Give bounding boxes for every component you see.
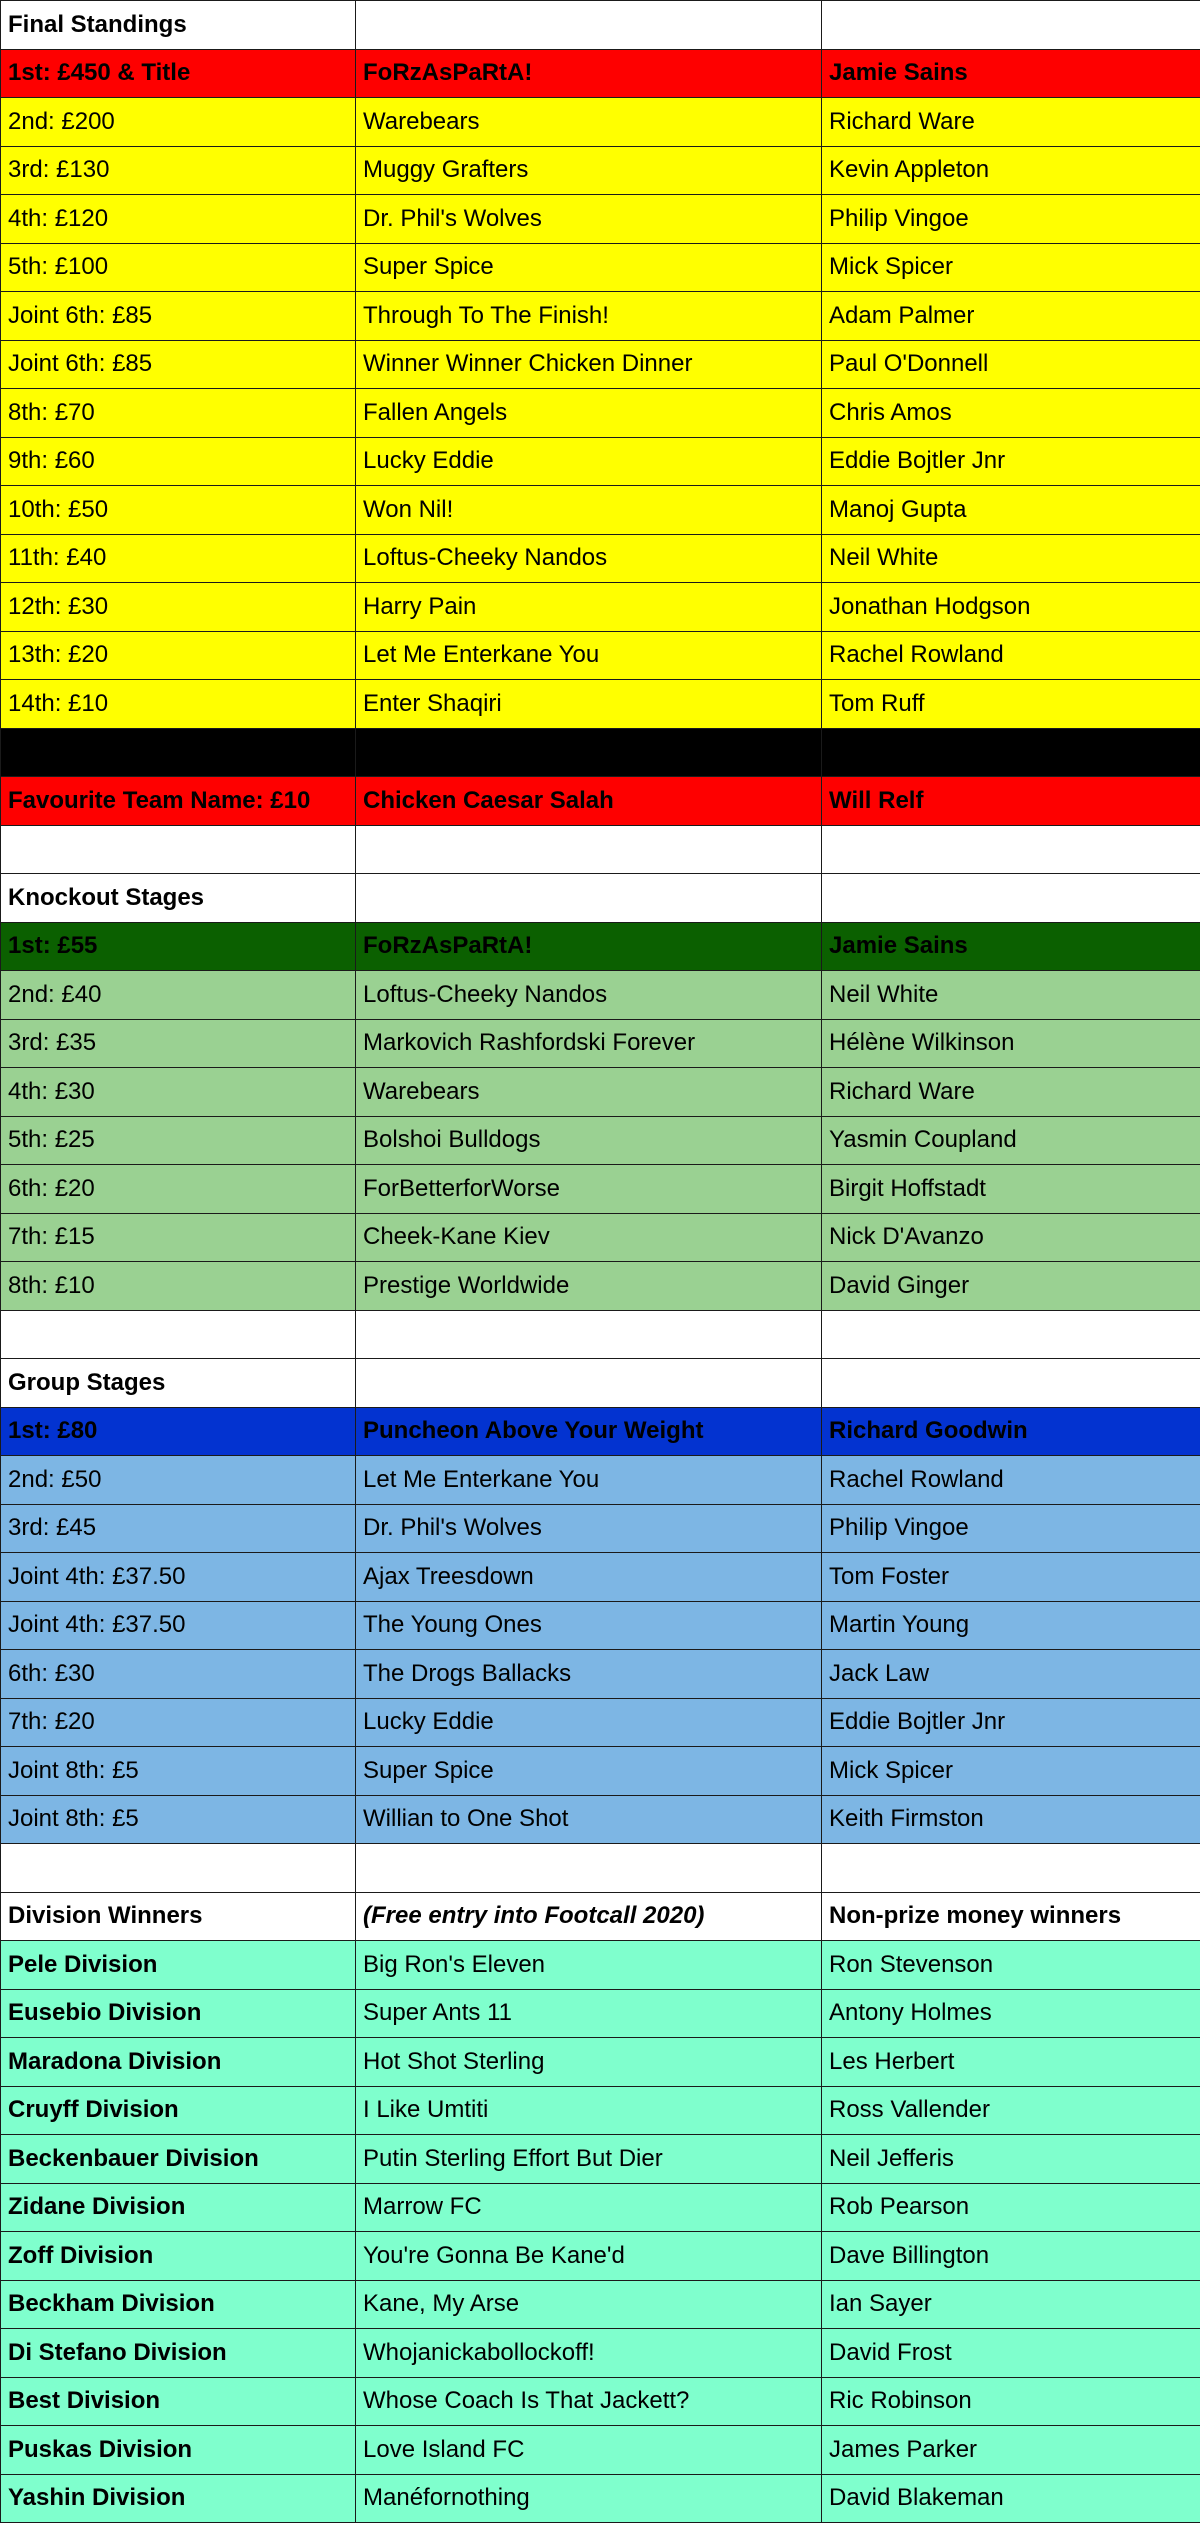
- division-name-cell[interactable]: Puskas Division: [1, 2426, 356, 2475]
- final-standings-row: [1, 146, 1200, 195]
- prize-cell[interactable]: 8th: £10: [1, 1262, 356, 1311]
- team-name-cell[interactable]: Puncheon Above Your Weight: [356, 1407, 822, 1456]
- empty-cell[interactable]: [822, 1359, 1200, 1408]
- team-name-cell[interactable]: Won Nil!: [356, 486, 822, 535]
- team-name-cell[interactable]: Prestige Worldwide: [356, 1262, 822, 1311]
- division-winner-row: [1, 2426, 1200, 2475]
- prize-cell[interactable]: 3rd: £35: [1, 1019, 356, 1068]
- prize-cell[interactable]: 5th: £100: [1, 243, 356, 292]
- empty-cell[interactable]: [356, 1844, 822, 1893]
- prize-cell[interactable]: 6th: £20: [1, 1165, 356, 1214]
- empty-cell[interactable]: [822, 1844, 1200, 1893]
- manager-name-cell[interactable]: Richard Ware: [822, 98, 1200, 147]
- division-winners-header-row: [1, 1892, 1200, 1941]
- team-name-cell[interactable]: Enter Shaqiri: [356, 680, 822, 729]
- manager-name-cell[interactable]: Neil White: [822, 971, 1200, 1020]
- manager-name-cell[interactable]: Neil Jefferis: [822, 2135, 1200, 2184]
- division-name-cell[interactable]: Pele Division: [1, 1941, 356, 1990]
- division-name-cell[interactable]: Beckenbauer Division: [1, 2135, 356, 2184]
- manager-name-cell[interactable]: Rachel Rowland: [822, 631, 1200, 680]
- manager-name-cell[interactable]: Eddie Bojtler Jnr: [822, 1698, 1200, 1747]
- team-name-cell[interactable]: FoRzAsPaRtA!: [356, 922, 822, 971]
- division-name-cell[interactable]: Beckham Division: [1, 2280, 356, 2329]
- manager-name-cell[interactable]: David Blakeman: [822, 2474, 1200, 2523]
- team-name-cell[interactable]: Winner Winner Chicken Dinner: [356, 340, 822, 389]
- team-name-cell[interactable]: Putin Sterling Effort But Dier: [356, 2135, 822, 2184]
- empty-cell[interactable]: [356, 825, 822, 874]
- team-name-cell[interactable]: Marrow FC: [356, 2183, 822, 2232]
- prize-cell[interactable]: Favourite Team Name: £10: [1, 777, 356, 826]
- team-name-cell[interactable]: Muggy Grafters: [356, 146, 822, 195]
- team-name-cell[interactable]: You're Gonna Be Kane'd: [356, 2232, 822, 2281]
- manager-name-cell[interactable]: Mick Spicer: [822, 243, 1200, 292]
- prize-cell[interactable]: 1st: £450 & Title: [1, 49, 356, 98]
- team-name-cell[interactable]: Markovich Rashfordski Forever: [356, 1019, 822, 1068]
- division-winner-row: [1, 2474, 1200, 2523]
- manager-name-cell[interactable]: Eddie Bojtler Jnr: [822, 437, 1200, 486]
- manager-name-cell[interactable]: Yasmin Coupland: [822, 1116, 1200, 1165]
- prize-cell[interactable]: 10th: £50: [1, 486, 356, 535]
- manager-name-cell[interactable]: Jamie Sains: [822, 49, 1200, 98]
- prize-cell[interactable]: 1st: £80: [1, 1407, 356, 1456]
- division-winner-row: [1, 2280, 1200, 2329]
- manager-name-cell[interactable]: Ian Sayer: [822, 2280, 1200, 2329]
- team-name-cell[interactable]: ForBetterforWorse: [356, 1165, 822, 1214]
- team-name-cell[interactable]: Bolshoi Bulldogs: [356, 1116, 822, 1165]
- non-prize-note[interactable]: Non-prize money winners: [822, 1892, 1200, 1941]
- manager-name-cell[interactable]: Keith Firmston: [822, 1795, 1200, 1844]
- knockout-stages-row: [1, 971, 1200, 1020]
- team-name-cell[interactable]: Ajax Treesdown: [356, 1553, 822, 1602]
- empty-cell[interactable]: [356, 1, 822, 50]
- manager-name-cell[interactable]: Antony Holmes: [822, 1989, 1200, 2038]
- prize-cell[interactable]: 11th: £40: [1, 534, 356, 583]
- group-stages-section-title[interactable]: Group Stages: [1, 1359, 356, 1408]
- manager-name-cell[interactable]: Les Herbert: [822, 2038, 1200, 2087]
- manager-name-cell[interactable]: Mick Spicer: [822, 1747, 1200, 1796]
- manager-name-cell[interactable]: David Ginger: [822, 1262, 1200, 1311]
- prize-cell[interactable]: Joint 6th: £85: [1, 292, 356, 341]
- prize-cell[interactable]: 14th: £10: [1, 680, 356, 729]
- team-name-cell[interactable]: Harry Pain: [356, 583, 822, 632]
- team-name-cell[interactable]: Loftus-Cheeky Nandos: [356, 971, 822, 1020]
- team-name-cell[interactable]: FoRzAsPaRtA!: [356, 49, 822, 98]
- division-name-cell[interactable]: Zidane Division: [1, 2183, 356, 2232]
- manager-name-cell[interactable]: Jack Law: [822, 1650, 1200, 1699]
- knockout-stages-header-row: [1, 874, 1200, 923]
- team-name-cell[interactable]: Super Spice: [356, 1747, 822, 1796]
- prize-cell[interactable]: 3rd: £130: [1, 146, 356, 195]
- team-name-cell[interactable]: Willian to One Shot: [356, 1795, 822, 1844]
- team-name-cell[interactable]: Love Island FC: [356, 2426, 822, 2475]
- group-stages-row: [1, 1504, 1200, 1553]
- manager-name-cell[interactable]: Ric Robinson: [822, 2377, 1200, 2426]
- manager-name-cell[interactable]: Manoj Gupta: [822, 486, 1200, 535]
- prize-cell[interactable]: 4th: £30: [1, 1068, 356, 1117]
- prize-cell[interactable]: 6th: £30: [1, 1650, 356, 1699]
- manager-name-cell[interactable]: Richard Ware: [822, 1068, 1200, 1117]
- manager-name-cell[interactable]: Will Relf: [822, 777, 1200, 826]
- division-name-cell[interactable]: Maradona Division: [1, 2038, 356, 2087]
- prize-cell[interactable]: 2nd: £40: [1, 971, 356, 1020]
- group-stages-row: [1, 1650, 1200, 1699]
- knockout-stages-row: [1, 1165, 1200, 1214]
- manager-name-cell[interactable]: Nick D'Avanzo: [822, 1213, 1200, 1262]
- manager-name-cell[interactable]: Paul O'Donnell: [822, 340, 1200, 389]
- final-standings-row: [1, 292, 1200, 341]
- manager-name-cell[interactable]: David Frost: [822, 2329, 1200, 2378]
- prize-cell[interactable]: 13th: £20: [1, 631, 356, 680]
- division-name-cell[interactable]: Cruyff Division: [1, 2086, 356, 2135]
- final-standings-row: [1, 777, 1200, 826]
- prize-cell[interactable]: Joint 6th: £85: [1, 340, 356, 389]
- final-standings-row: [1, 98, 1200, 147]
- prize-cell[interactable]: 5th: £25: [1, 1116, 356, 1165]
- empty-cell[interactable]: [356, 1359, 822, 1408]
- final-standings-row: [1, 340, 1200, 389]
- team-name-cell[interactable]: The Drogs Ballacks: [356, 1650, 822, 1699]
- team-name-cell[interactable]: Lucky Eddie: [356, 437, 822, 486]
- group-stages-row: [1, 1553, 1200, 1602]
- division-name-cell[interactable]: Best Division: [1, 2377, 356, 2426]
- division-name-cell[interactable]: Yashin Division: [1, 2474, 356, 2523]
- division-winner-row: [1, 2377, 1200, 2426]
- prize-cell[interactable]: 2nd: £50: [1, 1456, 356, 1505]
- final-standings-section-title[interactable]: Final Standings: [1, 1, 356, 50]
- manager-name-cell[interactable]: Neil White: [822, 534, 1200, 583]
- division-winner-row: [1, 2038, 1200, 2087]
- team-name-cell[interactable]: Super Spice: [356, 243, 822, 292]
- group-stages-row: [1, 1698, 1200, 1747]
- knockout-stages-row: [1, 1213, 1200, 1262]
- team-name-cell[interactable]: The Young Ones: [356, 1601, 822, 1650]
- empty-cell[interactable]: [356, 1310, 822, 1359]
- knockout-stages-row: [1, 922, 1200, 971]
- team-name-cell[interactable]: Kane, My Arse: [356, 2280, 822, 2329]
- empty-cell[interactable]: [1, 825, 356, 874]
- manager-name-cell[interactable]: Philip Vingoe: [822, 1504, 1200, 1553]
- prize-cell[interactable]: 2nd: £200: [1, 98, 356, 147]
- division-winner-row: [1, 2086, 1200, 2135]
- team-name-cell[interactable]: Warebears: [356, 1068, 822, 1117]
- team-name-cell[interactable]: FC KGB: [356, 728, 822, 777]
- manager-name-cell[interactable]: Hélène Wilkinson: [822, 1019, 1200, 1068]
- free-entry-note[interactable]: (Free entry into Footcall 2020): [356, 1892, 822, 1941]
- empty-cell[interactable]: [822, 874, 1200, 923]
- prize-cell[interactable]: 12th: £30: [1, 583, 356, 632]
- manager-name-cell[interactable]: Tom Foster: [822, 1553, 1200, 1602]
- team-name-cell[interactable]: Big Ron's Eleven: [356, 1941, 822, 1990]
- team-name-cell[interactable]: Whose Coach Is That Jackett?: [356, 2377, 822, 2426]
- final-standings-row: [1, 631, 1200, 680]
- team-name-cell[interactable]: Manéfornothing: [356, 2474, 822, 2523]
- group-stages-row: [1, 1601, 1200, 1650]
- team-name-cell[interactable]: Lucky Eddie: [356, 1698, 822, 1747]
- division-winner-row: [1, 2135, 1200, 2184]
- prize-cell[interactable]: 7th: £15: [1, 1213, 356, 1262]
- team-name-cell[interactable]: Fallen Angels: [356, 389, 822, 438]
- division-winner-row: [1, 2183, 1200, 2232]
- knockout-stages-row: [1, 1116, 1200, 1165]
- team-name-cell[interactable]: Loftus-Cheeky Nandos: [356, 534, 822, 583]
- group-stages-row: [1, 1795, 1200, 1844]
- blank-row: [1, 1310, 1200, 1359]
- team-name-cell[interactable]: Dr. Phil's Wolves: [356, 1504, 822, 1553]
- team-name-cell[interactable]: Warebears: [356, 98, 822, 147]
- prize-cell[interactable]: 3rd: £45: [1, 1504, 356, 1553]
- team-name-cell[interactable]: Let Me Enterkane You: [356, 1456, 822, 1505]
- division-winner-row: [1, 2232, 1200, 2281]
- manager-name-cell[interactable]: Richard Goodwin: [822, 1407, 1200, 1456]
- team-name-cell[interactable]: Whojanickabollockoff!: [356, 2329, 822, 2378]
- final-standings-header-row: [1, 1, 1200, 50]
- empty-cell[interactable]: [822, 1, 1200, 50]
- manager-name-cell[interactable]: Ross Vallender: [822, 2086, 1200, 2135]
- final-standings-row: [1, 534, 1200, 583]
- group-stages-row: [1, 1456, 1200, 1505]
- manager-name-cell[interactable]: Dave Billington: [822, 2232, 1200, 2281]
- prize-cell[interactable]: Joint 4th: £37.50: [1, 1553, 356, 1602]
- manager-name-cell[interactable]: Jamie Sains: [822, 922, 1200, 971]
- manager-name-cell[interactable]: Birgit Hoffstadt: [822, 1165, 1200, 1214]
- team-name-cell[interactable]: Super Ants 11: [356, 1989, 822, 2038]
- prize-cell[interactable]: 1st: £55: [1, 922, 356, 971]
- final-standings-row: [1, 389, 1200, 438]
- team-name-cell[interactable]: Dr. Phil's Wolves: [356, 195, 822, 244]
- empty-cell[interactable]: [1, 1844, 356, 1893]
- empty-cell[interactable]: [822, 1310, 1200, 1359]
- division-name-cell[interactable]: Di Stefano Division: [1, 2329, 356, 2378]
- prize-cell[interactable]: Joint 4th: £37.50: [1, 1601, 356, 1650]
- final-standings-row: [1, 583, 1200, 632]
- empty-cell[interactable]: [356, 874, 822, 923]
- division-winners-section-title[interactable]: Division Winners: [1, 1892, 356, 1941]
- manager-name-cell[interactable]: James Parker: [822, 2426, 1200, 2475]
- manager-name-cell[interactable]: Adam Palmer: [822, 292, 1200, 341]
- manager-name-cell[interactable]: Chris Amos: [822, 389, 1200, 438]
- team-name-cell[interactable]: Through To The Finish!: [356, 292, 822, 341]
- division-winner-row: [1, 1941, 1200, 1990]
- final-standings-row: [1, 437, 1200, 486]
- manager-name-cell[interactable]: Jamie Marshall & Ian Pope: [822, 728, 1200, 777]
- group-stages-header-row: [1, 1359, 1200, 1408]
- final-standings-row: [1, 486, 1200, 535]
- manager-name-cell[interactable]: Kevin Appleton: [822, 146, 1200, 195]
- manager-name-cell[interactable]: Philip Vingoe: [822, 195, 1200, 244]
- knockout-stages-row: [1, 1262, 1200, 1311]
- team-name-cell[interactable]: I Like Umtiti: [356, 2086, 822, 2135]
- prize-cell[interactable]: 7th: £20: [1, 1698, 356, 1747]
- team-name-cell[interactable]: Chicken Caesar Salah: [356, 777, 822, 826]
- prize-cell[interactable]: Joint 8th: £5: [1, 1795, 356, 1844]
- division-name-cell[interactable]: Eusebio Division: [1, 1989, 356, 2038]
- manager-name-cell[interactable]: Rob Pearson: [822, 2183, 1200, 2232]
- final-standings-row: [1, 728, 1200, 777]
- group-stages-row: [1, 1407, 1200, 1456]
- final-standings-row: [1, 680, 1200, 729]
- empty-cell[interactable]: [822, 825, 1200, 874]
- prize-cell[interactable]: 9th: £60: [1, 437, 356, 486]
- knockout-stages-section-title[interactable]: Knockout Stages: [1, 874, 356, 923]
- manager-name-cell[interactable]: Rachel Rowland: [822, 1456, 1200, 1505]
- prize-cell[interactable]: Joint 8th: £5: [1, 1747, 356, 1796]
- manager-name-cell[interactable]: Tom Ruff: [822, 680, 1200, 729]
- knockout-stages-row: [1, 1068, 1200, 1117]
- final-standings-row: [1, 243, 1200, 292]
- division-winner-row: [1, 2329, 1200, 2378]
- group-stages-row: [1, 1747, 1200, 1796]
- manager-name-cell[interactable]: Martin Young: [822, 1601, 1200, 1650]
- blank-row: [1, 825, 1200, 874]
- division-winner-row: [1, 1989, 1200, 2038]
- team-name-cell[interactable]: Hot Shot Sterling: [356, 2038, 822, 2087]
- prize-cell[interactable]: 8th: £70: [1, 389, 356, 438]
- team-name-cell[interactable]: Cheek-Kane Kiev: [356, 1213, 822, 1262]
- knockout-stages-row: [1, 1019, 1200, 1068]
- blank-row: [1, 1844, 1200, 1893]
- prize-cell[interactable]: 4th: £120: [1, 195, 356, 244]
- empty-cell[interactable]: [1, 1310, 356, 1359]
- final-standings-row: [1, 49, 1200, 98]
- prize-cell[interactable]: Last (271st): Vuvuzela: [1, 728, 356, 777]
- division-name-cell[interactable]: Zoff Division: [1, 2232, 356, 2281]
- final-standings-row: [1, 195, 1200, 244]
- manager-name-cell[interactable]: Ron Stevenson: [822, 1941, 1200, 1990]
- team-name-cell[interactable]: Let Me Enterkane You: [356, 631, 822, 680]
- manager-name-cell[interactable]: Jonathan Hodgson: [822, 583, 1200, 632]
